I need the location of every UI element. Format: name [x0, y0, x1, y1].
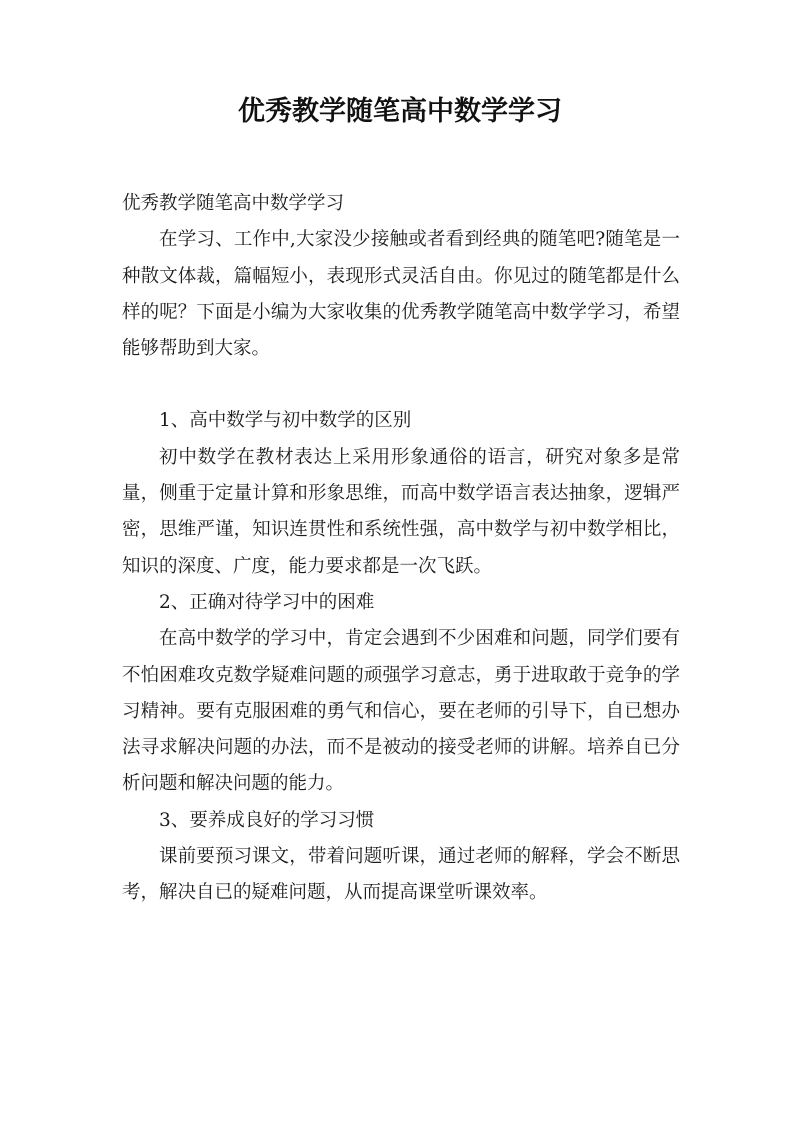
section-paragraph-1: 初中数学在教材表达上采用形象通俗的语言，研究对象多是常量，侧重于定量计算和形象思维，而高中数学语言表达抽象，逻辑严密，思维严谨，知识连贯性和系统性强，高中数学与初中数学相比，知识的深度、广度，能力要求都是一次飞跃。	[122, 446, 680, 577]
paragraph-spacer	[122, 367, 680, 403]
document-body	[122, 186, 680, 912]
section-heading-1: 1、高中数学与初中数学的区别	[159, 410, 412, 432]
section-paragraph-3: 课前要预习课文，带着问题听课，通过老师的解释，学会不断思考，解决自已的疑难问题，从而提高课堂听课效率。	[122, 846, 680, 904]
intro-paragraph: 在学习、工作中,大家没少接触或者看到经典的随笔吧?随笔是一种散文体裁，篇幅短小，表现形式灵活自由。你见过的随笔都是什么样的呢？下面是小编为大家收集的优秀教学随笔高中数学学习，希望能够帮助到大家。	[122, 229, 680, 360]
section-heading-2: 2、正确对待学习中的困难	[159, 591, 375, 613]
section-heading-3: 3、要养成良好的学习习惯	[159, 809, 375, 831]
page-title: 优秀教学随笔高中数学学习	[238, 96, 562, 127]
section-paragraph-2: 在高中数学的学习中，肯定会遇到不少困难和问题，同学们要有不怕困难攻克数学疑难问题的顽强学习意志，勇于进取敢于竞争的学习精神。要有克服困难的勇气和信心，要在老师的引导下，自已想办法寻求解决问题的办法，而不是被动的接受老师的讲解。培养自已分析问题和解决问题的能力。	[122, 628, 680, 795]
subtitle: 优秀教学随笔高中数学学习	[122, 193, 345, 214]
